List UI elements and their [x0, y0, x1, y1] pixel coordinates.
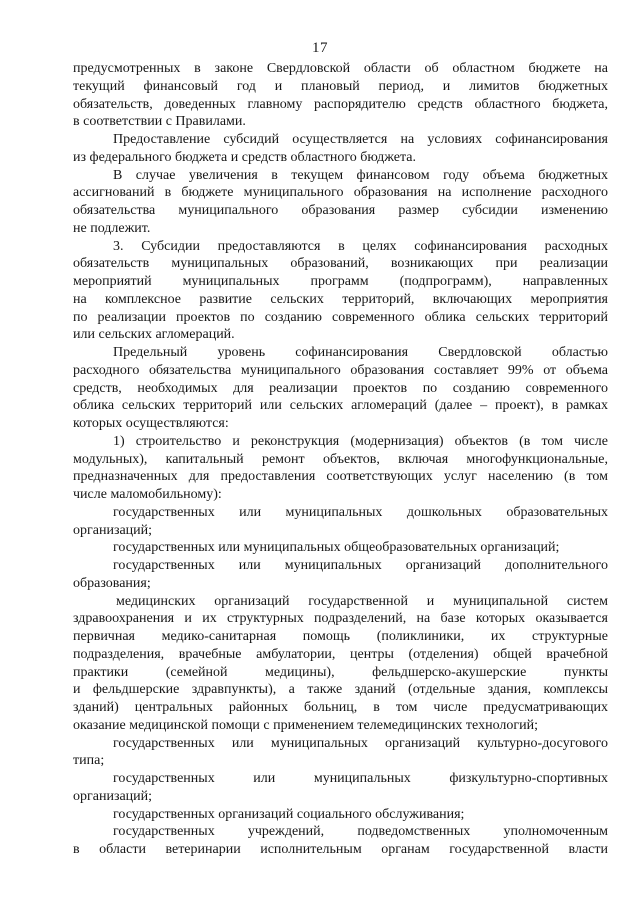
text-line: предусмотренных в законе Свердловской области об областном бюджете на [73, 61, 608, 76]
text-line: 3. Субсидии предоставляются в целях софинансирования расходных [113, 238, 608, 254]
text-line: обязательства муниципального образования размер субсидии изменению [73, 203, 608, 218]
text-line: зданий) центральных районных больниц, в том числе предусматривающих [73, 700, 608, 715]
text-line: государственных или муниципальных общеобразовательных организаций; [113, 540, 560, 556]
text-line: средств, необходимых для реализации проектов по созданию современного [73, 380, 608, 396]
text-line: модульных), капитальный ремонт объектов, включая многофункциональные, [73, 451, 608, 467]
text-line: в области ветеринарии исполнительным органам государственной власти [73, 842, 608, 857]
text-line: расходного обязательства муниципального образования составляет 99% от объема [73, 362, 608, 378]
text-line: текущий финансовый год и плановый период, и лимитов бюджетных [73, 78, 608, 94]
text-line: оказание медицинской помощи с применением телемедицинских технологий; [73, 717, 538, 733]
text-line: организаций; [73, 522, 153, 538]
text-line: мероприятий муниципальных программ (подпрограмм), направленных [73, 274, 608, 289]
text-line: подразделения, врачебные амбулатории, центры (отделения) общей врачебной [73, 646, 608, 662]
text-line: числе маломобильному): [73, 487, 222, 502]
text-line: Предельный уровень софинансирования Свердловской областью [113, 345, 608, 360]
text-line: и фельдшерские здравпункты), а также зданий (отдельные здания, комплексы [73, 682, 608, 698]
text-line: на комплексное развитие сельских территорий, включающих мероприятия [73, 291, 608, 307]
text-line: предназначенных для предоставления соответствующих услуг населению (в том [73, 469, 608, 485]
text-line: обязательств, доведенных главному распорядителю средств областного бюджета, [73, 96, 608, 112]
text-line: первичная медико-санитарная помощь (поликлиники, их структурные [73, 629, 608, 644]
text-line: В случае увеличения в текущем финансовом году объема бюджетных [113, 167, 608, 183]
text-line: обязательств муниципальных образований, возникающих при реализации [73, 256, 608, 272]
text-line: которых осуществляются: [73, 416, 229, 431]
text-line: государственных или муниципальных физкультурно-спортивных [113, 771, 608, 786]
text-line: государственных организаций социального обслуживания; [113, 806, 465, 822]
text-line: государственных или муниципальных дошкольных образовательных [113, 504, 608, 520]
text-line: из федерального бюджета и средств областного бюджета. [73, 149, 416, 165]
text-line: типа; [73, 753, 105, 769]
text-line: организаций; [73, 788, 153, 804]
text-line: ассигнований в бюджете муниципального образования на исполнение расходного [73, 185, 608, 201]
text-line: или сельских агломераций. [73, 327, 235, 343]
text-line: медицинских организаций государственной и муниципальной систем [116, 593, 608, 609]
document-body-text [73, 60, 608, 859]
text-line: не подлежит. [73, 220, 151, 236]
text-line: здравоохранения и их структурных подразделений, на базе которых оказывается [73, 611, 608, 627]
text-line: в соответствии с Правилами. [73, 114, 246, 130]
text-line: государственных или муниципальных организаций дополнительного [113, 558, 608, 573]
text-line: 1) строительство и реконструкция (модернизация) объектов (в том числе [113, 433, 608, 449]
text-line: образования; [73, 575, 151, 591]
page-number: 17 [312, 40, 328, 56]
text-line: Предоставление субсидий осуществляется на условиях софинансирования [113, 132, 608, 147]
text-line: облика сельских территорий или сельских агломераций (далее – проект), в рамках [73, 398, 608, 414]
text-line: практики (семейной медицины), фельдшерско-акушерские пункты [73, 664, 608, 680]
text-line: по реализации проектов по созданию современного облика сельских территорий [73, 309, 608, 325]
text-line: государственных или муниципальных организаций культурно-досугового [113, 735, 608, 751]
text-line: государственных учреждений, подведомственных уполномоченным [113, 824, 608, 840]
